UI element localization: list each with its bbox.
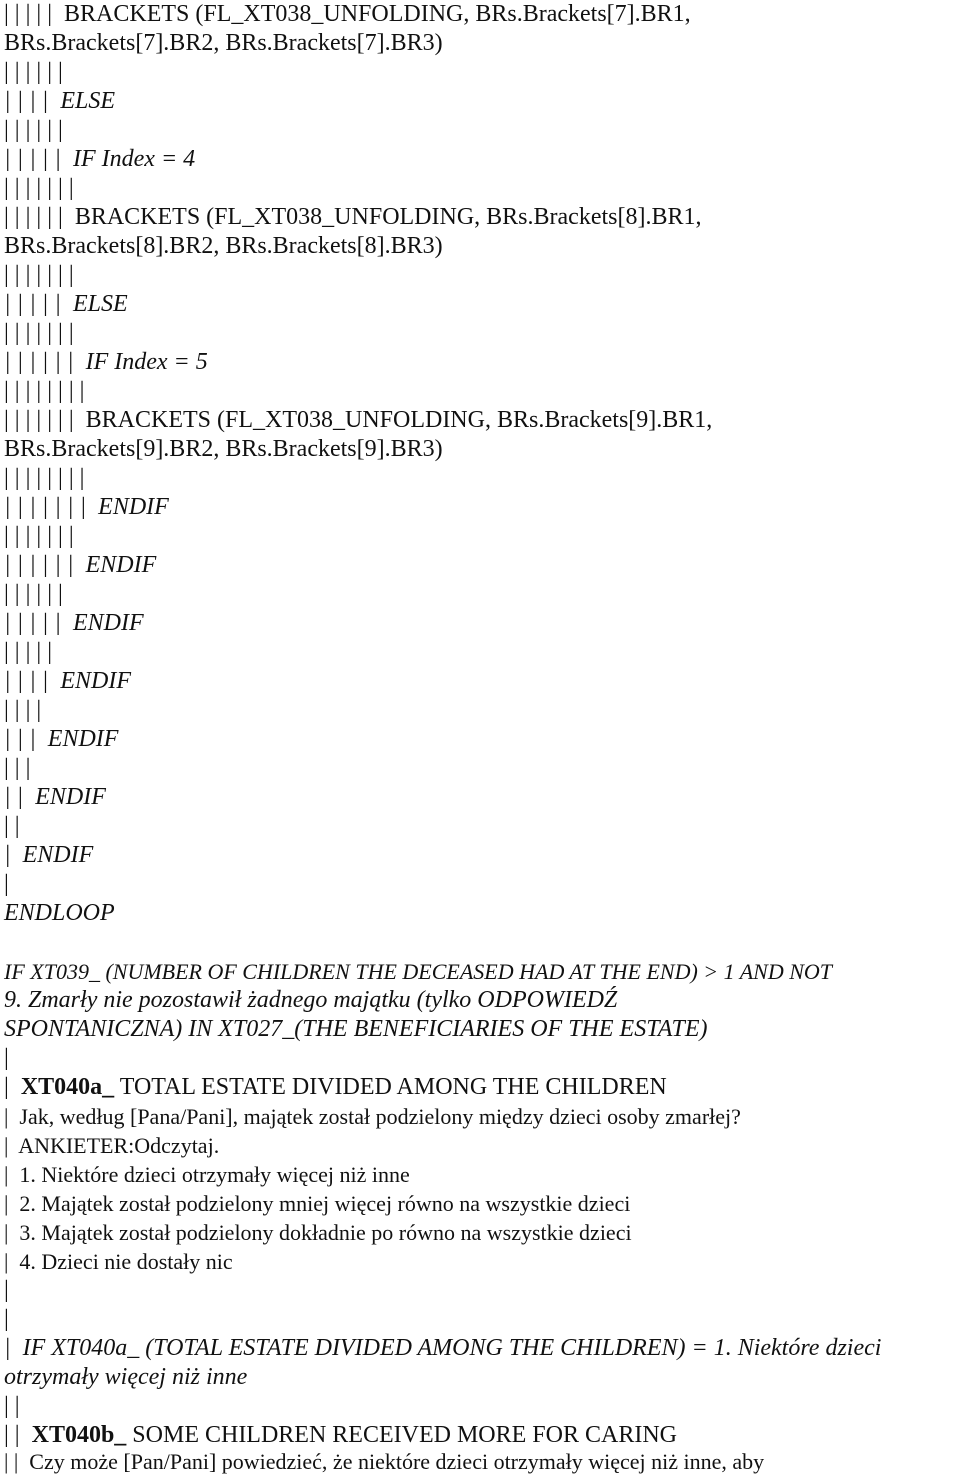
- code-line: | | | | | | ENDIF: [4, 552, 157, 578]
- code-line: | | | | | ENDIF: [4, 610, 144, 636]
- code-line: | | | | | IF Index = 4: [4, 146, 196, 172]
- condition-line: otrzymały więcej niż inne: [4, 1364, 248, 1390]
- answer-option: | 4. Dzieci nie dostały nic: [4, 1249, 233, 1274]
- code-line: BRs.Brackets[9].BR2, BRs.Brackets[9].BR3): [4, 436, 443, 462]
- condition-line: 9. Zmarły nie pozostawił żadnego majątku (tylko ODPOWIEDŹ: [4, 987, 618, 1013]
- answer-option: | 1. Niektóre dzieci otrzymały więcej niż inne: [4, 1162, 410, 1187]
- code-line: | | |: [4, 755, 31, 781]
- answer-option: | 2. Majątek został podzielony mniej więcej równo na wszystkie dzieci: [4, 1191, 631, 1216]
- code-line: | | ENDIF: [4, 784, 106, 810]
- code-line: |: [4, 1045, 9, 1071]
- interviewer-instruction: | ANKIETER:Odczytaj.: [4, 1133, 220, 1158]
- question-header: | | XT040b_ SOME CHILDREN RECEIVED MORE FOR CARING: [4, 1422, 677, 1448]
- code-line: | | | | | | | |: [4, 465, 85, 491]
- code-line: | | | | ENDIF: [4, 668, 132, 694]
- condition-line: IF XT039_ (NUMBER OF CHILDREN THE DECEASED HAD AT THE END) > 1 AND NOT: [4, 959, 833, 984]
- code-line: | |: [4, 1393, 20, 1419]
- code-line: | | | | | |: [4, 117, 63, 143]
- question-header: | XT040a_ TOTAL ESTATE DIVIDED AMONG THE CHILDREN: [4, 1074, 667, 1100]
- code-line: |: [4, 1306, 9, 1332]
- code-line: | | | | | ELSE: [4, 291, 128, 317]
- question-title: TOTAL ESTATE DIVIDED AMONG THE CHILDREN: [119, 1074, 667, 1100]
- code-line: | | | | | | |: [4, 523, 74, 549]
- code-line: | | | |: [4, 697, 42, 723]
- code-line: | | | | | | BRACKETS (FL_XT038_UNFOLDING, BRs.Brackets[8].BR1,: [4, 204, 702, 230]
- code-line: | | | | | | IF Index = 5: [4, 349, 208, 375]
- question-text: | | Czy może [Pan/Pani] powiedzieć, że niektóre dzieci otrzymały więcej niż inne, aby: [4, 1449, 765, 1474]
- code-line: | | | | | | | ENDIF: [4, 494, 169, 520]
- code-line: ENDLOOP: [4, 900, 115, 926]
- question-id: XT040b_: [31, 1422, 127, 1448]
- code-line: | | | | | BRACKETS (FL_XT038_UNFOLDING, BRs.Brackets[7].BR1,: [4, 1, 691, 27]
- question-id: XT040a_: [20, 1074, 115, 1100]
- code-line: | | | | | | | |: [4, 378, 85, 404]
- code-line: | | | | | | |: [4, 320, 74, 346]
- code-line: |: [4, 871, 9, 897]
- code-line: | | | | | |: [4, 59, 63, 85]
- condition-line: | IF XT040a_ (TOTAL ESTATE DIVIDED AMONG THE CHILDREN) = 1. Niektóre dzieci: [4, 1335, 882, 1361]
- code-line: | ENDIF: [4, 842, 94, 868]
- code-line: | | | | | | | BRACKETS (FL_XT038_UNFOLDING, BRs.Brackets[9].BR1,: [4, 407, 713, 433]
- code-line: | |: [4, 813, 20, 839]
- code-line: BRs.Brackets[8].BR2, BRs.Brackets[8].BR3): [4, 233, 443, 259]
- code-line: | | | | | |: [4, 581, 63, 607]
- code-line: | | | | | | |: [4, 262, 74, 288]
- code-line: | | | | | | |: [4, 175, 74, 201]
- question-text: | Jak, według [Pana/Pani], majątek został podzielony między dzieci osoby zmarłej?: [4, 1104, 741, 1129]
- answer-option: | 3. Majątek został podzielony dokładnie po równo na wszystkie dzieci: [4, 1220, 632, 1245]
- code-line: |: [4, 1277, 9, 1303]
- code-line: | | | | ELSE: [4, 88, 116, 114]
- code-line: | | | | |: [4, 639, 53, 665]
- condition-line: SPONTANICZNA) IN XT027_(THE BENEFICIARIES OF THE ESTATE): [4, 1016, 708, 1042]
- code-line: | | | ENDIF: [4, 726, 119, 752]
- question-title: SOME CHILDREN RECEIVED MORE FOR CARING: [132, 1422, 677, 1448]
- code-line: BRs.Brackets[7].BR2, BRs.Brackets[7].BR3): [4, 30, 443, 56]
